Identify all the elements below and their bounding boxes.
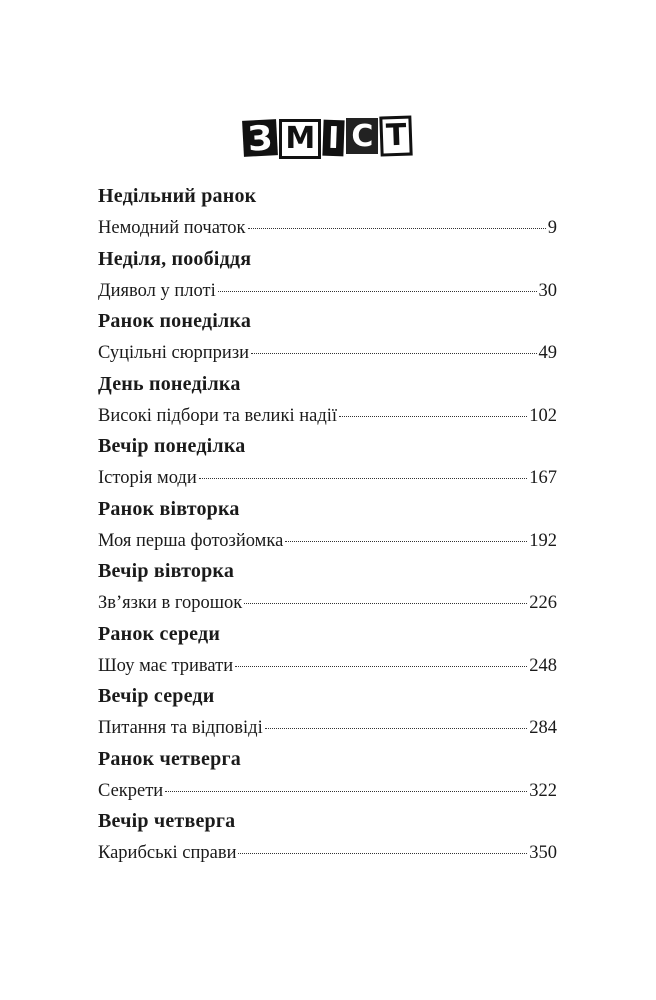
section-heading: Вечір вівторка [98, 560, 235, 582]
toc-title-letter: Т [380, 115, 414, 156]
toc-title [0, 112, 656, 160]
toc-title-letter: М [279, 119, 321, 159]
dot-leader [218, 291, 537, 292]
toc-title-letter: З [242, 119, 278, 157]
section-heading: Вечір середи [98, 685, 215, 707]
chapter-title: Немодний початок [98, 218, 246, 238]
page-number: 322 [529, 780, 557, 801]
chapter-title: Високі підбори та великі надії [98, 405, 338, 426]
section-heading: Неділя, пообіддя [98, 247, 252, 270]
chapter-title: Моя перша фотозйомка [98, 530, 284, 551]
chapter-title: Секрети [98, 780, 164, 801]
toc-entry [98, 777, 557, 805]
toc-entry [98, 277, 557, 305]
dot-leader [238, 853, 527, 854]
toc-entry [98, 214, 557, 242]
dot-leader [235, 666, 527, 667]
section-heading: Ранок середи [98, 622, 221, 645]
page-number: 192 [529, 530, 557, 551]
section-heading: Вечір четверга [98, 810, 236, 832]
dot-leader [339, 416, 527, 417]
page-number: 350 [529, 843, 557, 863]
section-heading: Недільний ранок [98, 185, 257, 207]
dot-leader [265, 728, 528, 729]
dot-leader [285, 541, 527, 542]
dot-leader [165, 791, 527, 792]
page-number: 284 [529, 718, 557, 738]
dot-leader [248, 228, 546, 229]
page-number: 30 [538, 280, 557, 301]
toc-section [98, 243, 557, 306]
toc-section [98, 743, 557, 806]
toc-section [98, 618, 557, 681]
page-number: 248 [529, 655, 557, 676]
toc-entry [98, 402, 557, 430]
toc-entry [98, 839, 557, 867]
toc-entry [98, 714, 557, 742]
toc-entry [98, 589, 557, 617]
page-number: 9 [547, 218, 557, 238]
toc-title-ransom-letters [242, 112, 414, 160]
toc-entry [98, 339, 557, 367]
toc-section [98, 555, 557, 618]
dot-leader [244, 603, 527, 604]
page-number: 167 [529, 468, 557, 488]
toc-section [98, 805, 557, 868]
chapter-title: Шоу має тривати [98, 655, 234, 676]
chapter-title: Суцільні сюрпризи [98, 343, 250, 363]
dot-leader [199, 478, 528, 479]
toc-title-letter: С [346, 118, 378, 154]
chapter-title: Історія моди [98, 468, 197, 488]
page-number: 226 [529, 593, 557, 613]
chapter-title: Карибські справи [98, 843, 237, 863]
section-heading: Ранок четверга [98, 747, 241, 770]
page-number: 102 [529, 405, 557, 426]
toc-title-letter: І [323, 120, 345, 157]
chapter-title: Зв’язки в горошок [98, 593, 243, 613]
chapter-title: Диявол у плоті [98, 280, 216, 301]
page-number: 49 [538, 343, 557, 363]
toc-section [98, 680, 557, 743]
section-heading: День понеділка [98, 372, 241, 395]
table-of-contents [98, 180, 557, 868]
toc-entry [98, 527, 557, 555]
section-heading: Вечір понеділка [98, 435, 246, 457]
toc-section [98, 180, 557, 243]
toc-section [98, 368, 557, 431]
section-heading: Ранок понеділка [98, 310, 252, 332]
toc-entry [98, 652, 557, 680]
section-heading: Ранок вівторка [98, 497, 240, 520]
chapter-title: Питання та відповіді [98, 718, 263, 738]
toc-section [98, 430, 557, 493]
dot-leader [251, 353, 536, 354]
toc-section [98, 305, 557, 368]
toc-section [98, 493, 557, 556]
toc-entry [98, 464, 557, 492]
